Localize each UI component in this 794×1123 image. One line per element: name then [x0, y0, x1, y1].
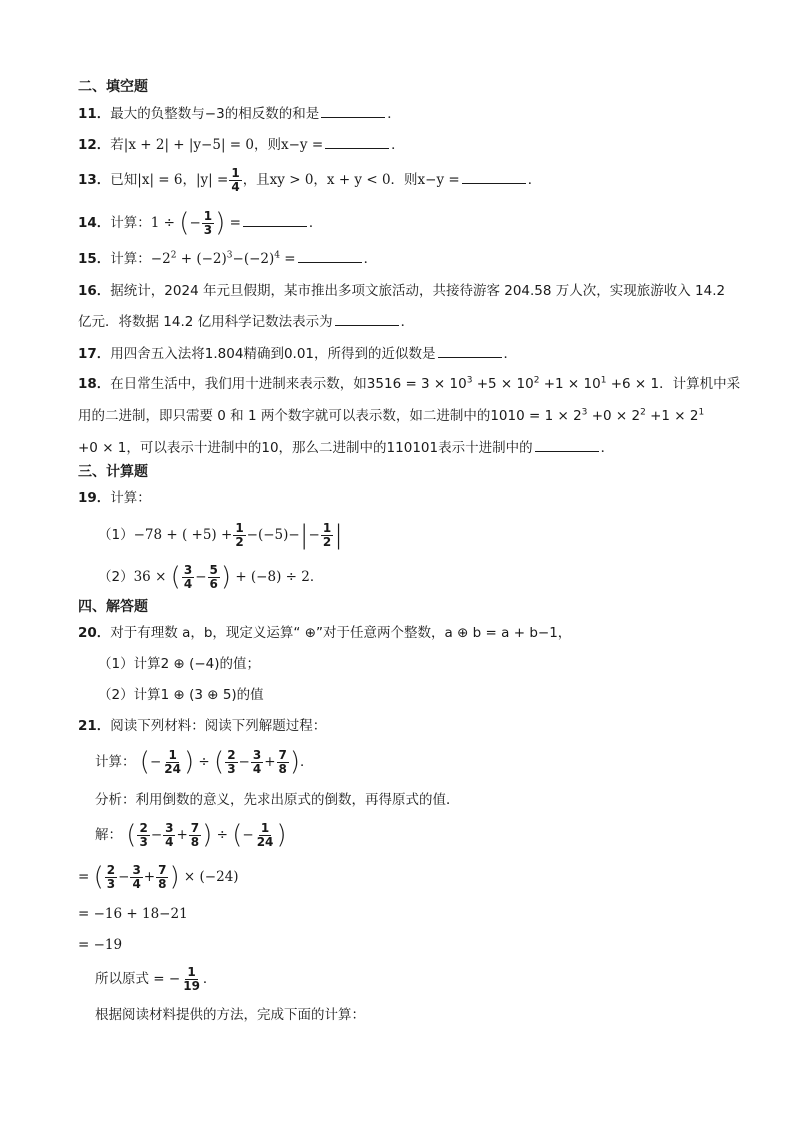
fraction: $\frac{5}{6}$ [209, 562, 218, 591]
question-number: 15． [78, 251, 111, 267]
question-number: 19． [78, 490, 111, 506]
question-21-conclusion: 所以原式 = − $\frac{1}{19}$ ． [95, 964, 217, 993]
question-text: 用的二进制，即只需要 0 和 1 两个数字就可以表示数，如二进制中的1010 = 1 × 2 [78, 408, 582, 424]
answer-blank[interactable] [335, 311, 399, 326]
question-text: 计算： [110, 490, 151, 506]
question-19 [78, 488, 151, 508]
question-number: 12． [78, 137, 111, 153]
question-text: 据统计，2024 年元旦假期，某市推出多项文旅活动，共接待游客 204.58 万人次，实现旅游收入 14.2 [110, 283, 726, 299]
math-expression: ，且xy > 0，x + y < 0．则x−y = [242, 172, 460, 188]
punctuation: ． [503, 346, 518, 362]
fraction: $\frac{1}{2}$ [322, 520, 332, 549]
question-number: 11． [78, 106, 111, 122]
fraction: $\frac{3}{4}$ [183, 562, 193, 591]
question-14: 14．计算：1 ÷ (− $\frac{1}{3}$ ) = ． [78, 208, 323, 238]
part-label: （1） [98, 527, 134, 543]
question-number: 21． [78, 718, 111, 734]
question-12 [78, 134, 405, 155]
part-label: （2） [98, 569, 134, 585]
punctuation: ． [400, 314, 415, 330]
question-number: 18． [78, 376, 111, 392]
question-20 [78, 623, 571, 643]
math-expression: −(−5)− [246, 527, 300, 543]
question-text: 用四舍五入法将1.804精确到0.01，所得到的近似数是 [110, 346, 436, 362]
math-expression: + (−8) ÷ 2． [235, 569, 324, 585]
question-18-line-2: 用的二进制，即只需要 0 和 1 两个数字就可以表示数，如二进制中的$1010 = 1 \times 2^3 +0 \times 2^2 +1 \times 2^1$ [78, 407, 705, 424]
label: 计算： [95, 754, 136, 770]
question-number: 16． [78, 283, 111, 299]
question-number: 17． [78, 346, 111, 362]
math-expression: × (−24) [183, 869, 239, 885]
punctuation: ． [363, 251, 378, 267]
fraction [202, 210, 214, 237]
punctuation: ． [308, 215, 323, 231]
section-title-fill-blank: 二、填空题 [78, 79, 148, 95]
question-15 [78, 248, 377, 269]
question-text: 阅读下列材料：阅读下列解题过程： [110, 718, 327, 734]
denominator: 4 [231, 179, 240, 194]
numerator: 1 [231, 165, 240, 180]
question-text: 最大的负整数与−3的相反数的和是 [110, 106, 320, 122]
section-title-calc: 三、计算题 [78, 464, 148, 480]
question-18-line-3 [78, 437, 614, 458]
denominator: 3 [203, 222, 213, 237]
question-20-part-1: （1）计算2 ⊕ (−4)的值； [98, 656, 261, 672]
answer-blank[interactable] [462, 169, 526, 184]
question-number: 14． [78, 215, 111, 231]
question-text: 亿元．将数据 14.2 亿用科学记数法表示为 [78, 314, 333, 330]
answer-blank[interactable] [535, 437, 599, 452]
question-21-analysis: 分析：利用倒数的意义，先求出原式的倒数，再得原式的值． [95, 792, 460, 808]
question-text: 若 [110, 137, 124, 153]
answer-blank[interactable] [321, 103, 385, 118]
question-16-line-2 [78, 311, 414, 332]
question-21-solution-step-4: = −19 [78, 937, 123, 953]
fraction [229, 167, 241, 194]
answer-blank[interactable] [298, 248, 362, 263]
math-expression: |x + 2| + |y−5| = 0，则x−y = [123, 137, 324, 153]
fraction: $\frac{1}{24}$ [164, 747, 181, 776]
question-number: 20． [78, 625, 111, 641]
answer-blank[interactable] [243, 212, 307, 227]
math-expression: −78 + ( +5) + [133, 527, 233, 543]
question-19-part-1: （1）−78 + ( +5) + $\frac{1}{2}$ −(−5)−|− $\frac{1}{2}$ | [98, 520, 343, 550]
question-18-line-1: 18．在日常生活中，我们用十进制来表示数，如$3516 = 3 \times 10^3 +5 \times 10^2 +1 \times 10^1 +6 \times 1$．计算机中采 [78, 375, 741, 392]
question-text: 已知 [110, 172, 138, 188]
math-expression: = [229, 215, 241, 231]
question-text: 在日常生活中，我们用十进制来表示数，如3516 = 3 × 10 [110, 376, 467, 392]
fraction: $\frac{1}{2}$ [235, 520, 244, 549]
question-text: 对于有理数 a，b，现定义运算“ ⊕”对于任意两个整数，a ⊕ b = a + b−1， [110, 625, 572, 641]
question-21-solution-step-3: = −16 + 18−21 [78, 906, 188, 922]
left-paren: ( [179, 208, 190, 238]
question-text: 计算： [110, 251, 151, 267]
question-21-solution-step-1: 解： ( $\frac{2}{3}$ − $\frac{3}{4}$ + $\frac{7}{8}$ ) ÷ (− $\frac{1}{24}$ ) [95, 820, 287, 850]
question-19-part-2: （2）36 × ( $\frac{3}{4}$ − $\frac{5}{6}$ ) + (−8) ÷ 2． [98, 562, 324, 592]
label: 解： [95, 827, 122, 843]
question-text: +0 × 1，可以表示十进制中的10，那么二进制中的110101表示十进制中的 [78, 440, 533, 456]
question-21-calc: 计算： (− $\frac{1}{24}$ ) ÷ ( $\frac{2}{3}$ − $\frac{3}{4}$ + $\frac{7}{8}$ )． [95, 747, 314, 777]
question-16-line-1 [78, 281, 725, 301]
math-expression: 1 ÷ [150, 215, 175, 231]
math-expression: $-2^2 + (-2)^3-(-2)^4$ = [150, 250, 296, 267]
question-20-part-2: （2）计算1 ⊕ (3 ⊕ 5)的值 [98, 687, 264, 703]
question-17 [78, 343, 517, 364]
numerator: 1 [203, 208, 213, 223]
punctuation: ． [391, 137, 405, 153]
question-text: 计算： [110, 215, 151, 231]
fraction: $\frac{1}{19}$ [183, 964, 200, 993]
right-paren: ) [215, 208, 226, 238]
section-title-answer: 四、解答题 [78, 599, 148, 615]
punctuation: ． [600, 440, 615, 456]
question-11 [78, 103, 401, 124]
math-expression: 36 × [133, 569, 167, 585]
question-13 [78, 165, 541, 195]
question-21-solution-step-2: = ( $\frac{2}{3}$ − $\frac{3}{4}$ + $\frac{7}{8}$ ) × (−24) [78, 862, 239, 892]
answer-blank[interactable] [438, 343, 502, 358]
punctuation: ． [387, 106, 401, 122]
question-21-final-instruction: 根据阅读材料提供的方法，完成下面的计算： [95, 1007, 365, 1023]
label: 所以原式 = − [95, 971, 181, 987]
answer-blank[interactable] [325, 134, 389, 149]
punctuation: ． [527, 172, 542, 188]
question-21 [78, 716, 326, 736]
math-expression: |x| = 6，|y| = [137, 172, 229, 188]
question-number: 13． [78, 172, 111, 188]
